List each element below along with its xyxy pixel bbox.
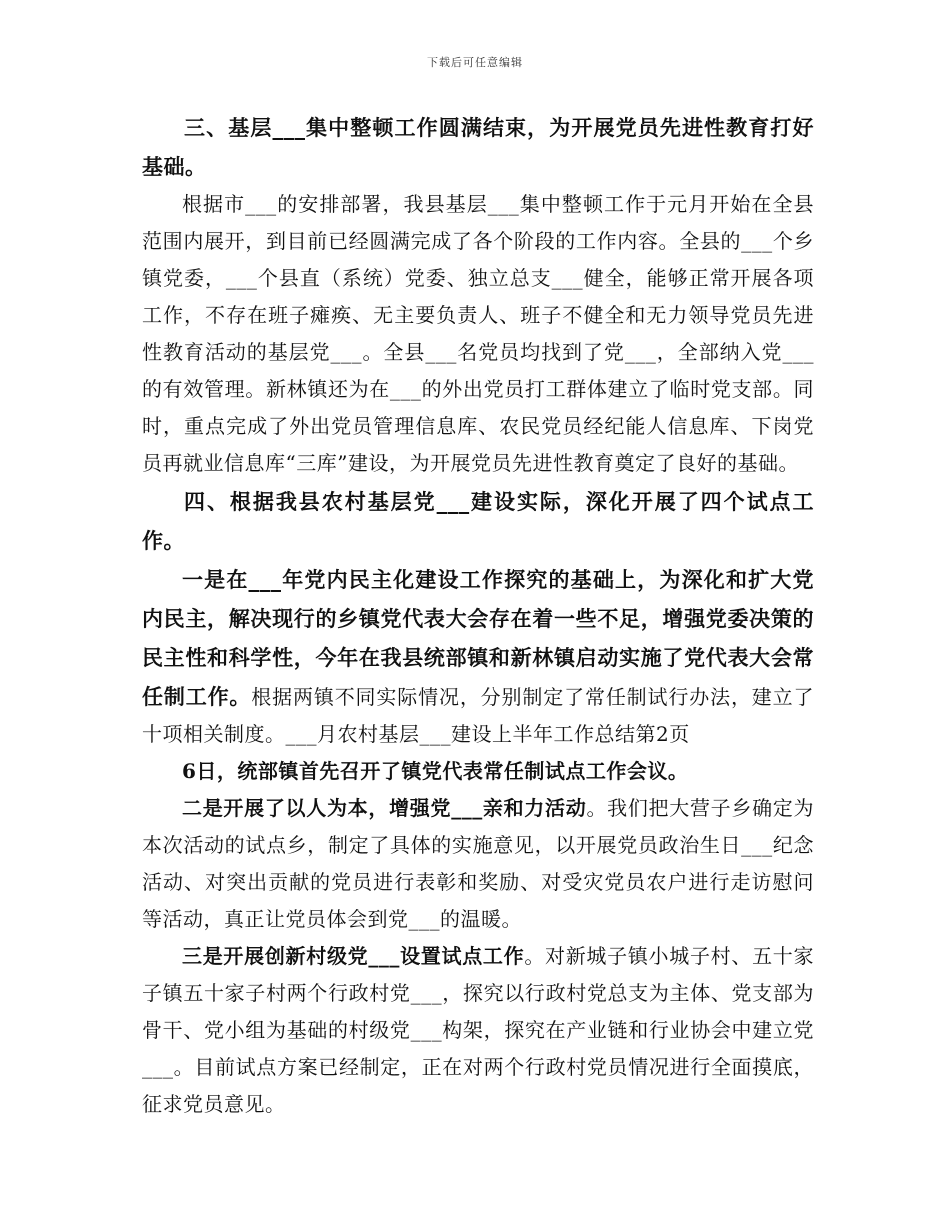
item-3-lead: 三是开展创新村级党___设置试点工作 <box>182 944 525 968</box>
item-1-text: 根据两镇不同实际情况，分别制定了常任制试行办法，建立了十项相关制度。___月农村基层___建设上半年工作总结第2页 <box>142 685 815 746</box>
item-1-paragraph <box>142 560 814 753</box>
item-1-lead: 一是在___年党内民主化建设工作探究的基础上，为深化和扩大党内民主，解决现行的乡镇党代表大会存在着一些不足，增强党委决策的民主性和科学性，今年在我县统部镇和新林镇启动实施了党代表大会常任制工作。 <box>142 567 814 709</box>
item-3-text: 。对新城子镇小城子村、五十家子镇五十家子村两个行政村党___，探究以行政村党总支为主体、党支部为骨干、党小组为基础的村级党___构架，探究在产业链和行业协会中建立党___。目前试点方案已经制定，正在对两个行政村党员情况进行全面摸底，征求党员意见。 <box>142 944 815 1116</box>
section-3-heading: 三、基层___集中整顿工作圆满结束，为开展党员先进性教育打好基础。 <box>142 115 814 179</box>
section-4-heading: 四、根据我县农村基层党___建设实际，深化开展了四个试点工作。 <box>142 489 814 553</box>
document-body <box>142 108 814 1123</box>
item-2-paragraph <box>142 790 814 938</box>
item-1-continuation: 6日，统部镇首先召开了镇党代表常任制试点工作会议。 <box>182 759 689 783</box>
item-2-lead: 二是开展了以人为本，增强党___亲和力活动 <box>182 796 587 820</box>
section-3-paragraph: 根据市___的安排部署，我县基层___集中整顿工作于元月开始在全县范围内展开，到目前已经圆满完成了各个阶段的工作内容。全县的___个乡镇党委，___个县直（系统）党委、独立总支___健全，能够正常开展各项工作，不存在班子瘫痪、无主要负责人、班子不健全和无力领导党员先进性教育活动的基层党___。全县___名党员均找到了党___，全部纳入党___的有效管理。新林镇还为在___的外出党员打工群体建立了临时党支部。同时，重点完成了外出党员管理信息库、农民党员经纪能人信息库、下岗党员再就业信息库“三库”建设，为开展党员先进性教育奠定了良好的基础。 <box>142 192 814 475</box>
item-3-paragraph <box>142 938 814 1123</box>
item-2-text: 。我们把大营子乡确定为本次活动的试点乡，制定了具体的实施意见，以开展党员政治生日___纪念活动、对突出贡献的党员进行表彰和奖励、对受灾党员农户进行走访慰问等活动，真正让党员体会到党___的温暖。 <box>142 796 815 931</box>
page-header-note: 下载后可任意编辑 <box>427 56 523 69</box>
